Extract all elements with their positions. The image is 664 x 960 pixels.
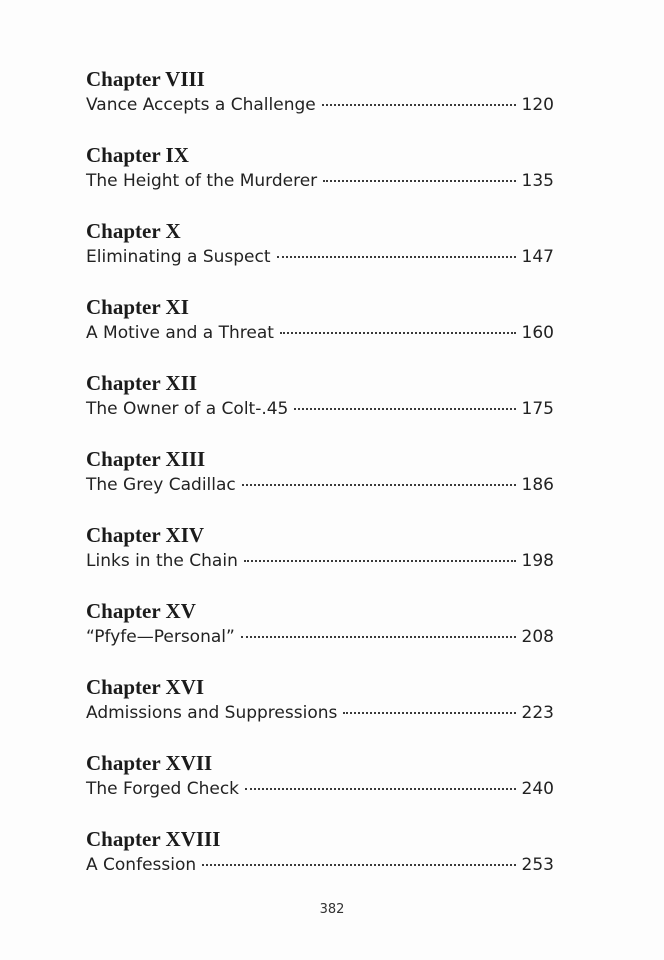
chapter-title: Admissions and Suppressions <box>86 703 338 723</box>
toc-line <box>86 777 554 801</box>
dot-leader <box>323 180 515 182</box>
toc-line <box>86 853 554 877</box>
dot-leader <box>202 864 515 866</box>
chapter-heading: Chapter IX <box>86 143 189 167</box>
chapter-page-number: 198 <box>521 551 554 571</box>
chapter-page-number: 135 <box>521 171 554 191</box>
chapter-heading: Chapter XII <box>86 371 198 395</box>
toc-line <box>86 473 554 497</box>
chapter-heading: Chapter XIV <box>86 523 205 547</box>
chapter-title: Links in the Chain <box>86 551 238 571</box>
dot-leader <box>277 256 516 258</box>
toc-entry <box>86 370 554 446</box>
page-number: 382 <box>319 902 345 917</box>
chapter-heading: Chapter VIII <box>86 67 205 91</box>
toc-entry <box>86 750 554 826</box>
toc-entry <box>86 142 554 218</box>
chapter-title: “Pfyfe—Personal” <box>86 627 235 647</box>
chapter-title: The Grey Cadillac <box>86 475 236 495</box>
dot-leader <box>245 788 516 790</box>
toc-entry <box>86 218 554 294</box>
chapter-heading: Chapter XI <box>86 295 189 319</box>
toc-entry <box>86 294 554 370</box>
toc-entry <box>86 446 554 522</box>
toc-line <box>86 625 554 649</box>
toc-entry <box>86 66 554 142</box>
dot-leader <box>244 560 516 562</box>
toc-line <box>86 93 554 117</box>
chapter-title: Eliminating a Suspect <box>86 247 271 267</box>
chapter-page-number: 120 <box>521 95 554 115</box>
toc-entry <box>86 522 554 598</box>
chapter-page-number: 223 <box>521 703 554 723</box>
chapter-title: A Confession <box>86 855 197 875</box>
chapter-page-number: 175 <box>521 399 554 419</box>
chapter-page-number: 160 <box>521 323 554 343</box>
chapter-page-number: 208 <box>521 627 554 647</box>
dot-leader <box>322 104 516 106</box>
chapter-heading: Chapter XIII <box>86 447 206 471</box>
toc-line <box>86 549 554 573</box>
dot-leader <box>280 332 516 334</box>
toc-entry <box>86 674 554 750</box>
toc-entry <box>86 598 554 674</box>
toc-line <box>86 397 554 421</box>
chapter-title: The Owner of a Colt-.45 <box>86 399 289 419</box>
chapter-title: A Motive and a Threat <box>86 323 274 343</box>
chapter-heading: Chapter XVII <box>86 751 213 775</box>
toc-line <box>86 321 554 345</box>
chapter-page-number: 253 <box>521 855 554 875</box>
table-of-contents <box>86 66 554 902</box>
toc-line <box>86 245 554 269</box>
dot-leader <box>294 408 515 410</box>
chapter-heading: Chapter X <box>86 219 181 243</box>
chapter-heading: Chapter XV <box>86 599 196 623</box>
chapter-title: The Height of the Murderer <box>86 171 318 191</box>
dot-leader <box>241 636 516 638</box>
chapter-page-number: 186 <box>521 475 554 495</box>
chapter-title: Vance Accepts a Challenge <box>86 95 316 115</box>
dot-leader <box>343 712 515 714</box>
chapter-heading: Chapter XVIII <box>86 827 221 851</box>
chapter-page-number: 147 <box>521 247 554 267</box>
toc-entry <box>86 826 554 902</box>
chapter-title: The Forged Check <box>86 779 240 799</box>
toc-line <box>86 701 554 725</box>
dot-leader <box>242 484 516 486</box>
toc-line <box>86 169 554 193</box>
chapter-page-number: 240 <box>521 779 554 799</box>
chapter-heading: Chapter XVI <box>86 675 205 699</box>
